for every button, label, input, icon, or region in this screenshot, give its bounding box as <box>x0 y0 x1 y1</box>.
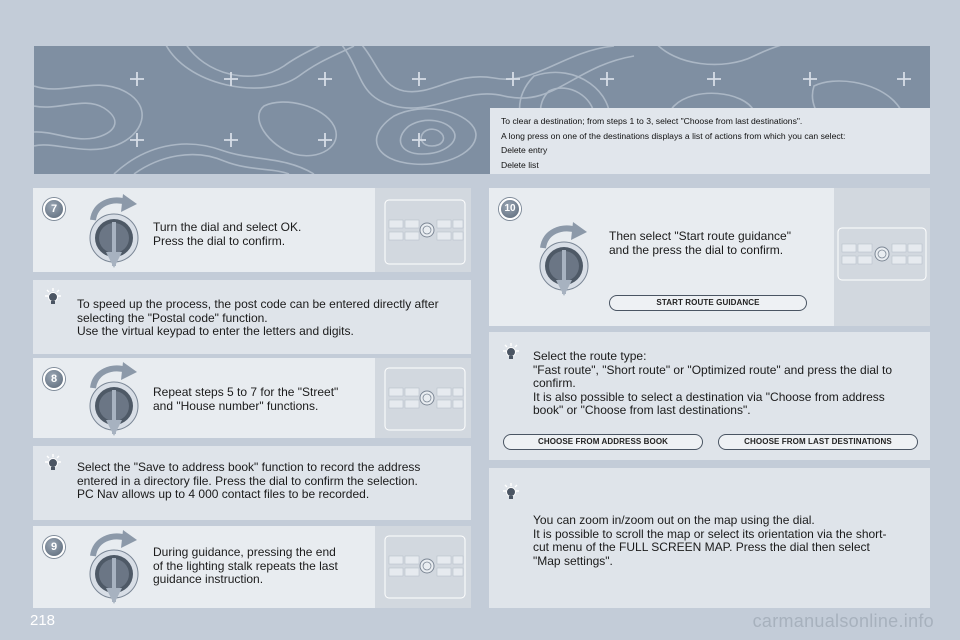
tip-line: "Fast route", "Short route" or "Optimized route" and press the dial to <box>533 362 893 377</box>
radio-control-panel-graphic <box>375 358 471 438</box>
tip-lightbulb-icon <box>43 287 63 307</box>
step-text <box>609 230 791 257</box>
radio-control-panel-graphic <box>375 526 471 608</box>
tip-lightbulb-icon <box>43 453 63 473</box>
tip-map-zoom-panel <box>489 468 930 608</box>
tip-lightbulb-icon <box>501 482 521 502</box>
radio-control-panel-graphic <box>375 188 471 272</box>
step-line: Then select "Start route guidance" <box>609 229 791 243</box>
dial-press-icon <box>79 192 149 272</box>
step-line: During guidance, pressing the end <box>153 545 336 559</box>
note-line: Delete list <box>501 159 539 170</box>
step-line: of the lighting stalk repeats the last <box>153 558 338 573</box>
dial-press-icon <box>79 528 149 608</box>
step-line: and "House number" functions. <box>153 398 319 413</box>
tip-text <box>533 514 887 568</box>
tip-text <box>77 461 420 502</box>
radio-control-panel-graphic <box>834 188 930 326</box>
step-number-badge: 9 <box>43 536 65 558</box>
tip-line: "Map settings". <box>533 553 613 568</box>
tip-postal-code-panel <box>33 280 471 354</box>
step-9-panel <box>33 526 471 608</box>
step-line: Press the dial to confirm. <box>153 233 286 248</box>
tip-line: entered in a directory file. Press the dial to confirm the selection. <box>77 473 418 488</box>
step-line: guidance instruction. <box>153 572 264 586</box>
choose-from-address-book-button[interactable]: CHOOSE FROM ADDRESS BOOK <box>503 434 703 450</box>
note-line: To clear a destination; from steps 1 to 3, select "Choose from last destinations". <box>501 116 803 126</box>
tip-line: confirm. <box>533 376 576 390</box>
tip-line: PC Nav allows up to 4 000 contact files to be recorded. <box>77 487 370 501</box>
step-text <box>153 386 338 413</box>
tip-lightbulb-icon <box>501 342 521 362</box>
tip-line: book" or "Choose from last destinations". <box>533 403 751 417</box>
step-number-badge: 10 <box>499 198 521 220</box>
tip-line: To speed up the process, the post code can be entered directly after <box>77 297 439 311</box>
header-banner <box>34 46 930 174</box>
watermark: carmanualsonline.info <box>752 611 934 631</box>
clear-destination-note <box>490 108 930 174</box>
choose-from-last-destinations-button[interactable]: CHOOSE FROM LAST DESTINATIONS <box>718 434 918 450</box>
note-line: Delete entry <box>501 145 548 156</box>
tip-route-type-panel <box>489 332 930 460</box>
tip-text <box>77 298 439 339</box>
tip-address-book-panel <box>33 446 471 520</box>
step-8-panel <box>33 358 471 438</box>
tip-line: It is also possible to select a destination via "Choose from address <box>533 389 885 404</box>
dial-press-icon <box>79 360 149 440</box>
tip-line: It is possible to scroll the map or select its orientation via the short- <box>533 526 887 541</box>
step-7-panel <box>33 188 471 272</box>
dial-press-icon <box>529 220 599 300</box>
step-text <box>153 221 301 248</box>
step-line: Repeat steps 5 to 7 for the "Street" <box>153 385 339 399</box>
note-line: A long press on one of the destinations displays a list of actions from which you can select: <box>501 130 846 141</box>
step-number-badge: 7 <box>43 198 65 220</box>
step-number-badge: 8 <box>43 368 65 390</box>
step-line: and the press the dial to confirm. <box>609 242 784 257</box>
start-route-guidance-button[interactable]: START ROUTE GUIDANCE <box>609 295 807 311</box>
tip-line: You can zoom in/zoom out on the map using the dial. <box>533 513 815 527</box>
step-text <box>153 546 338 587</box>
step-10-panel <box>489 188 930 326</box>
tip-text <box>533 350 892 418</box>
step-line: Turn the dial and select OK. <box>153 220 302 234</box>
tip-line: Use the virtual keypad to enter the letters and digits. <box>77 324 354 338</box>
tip-line: Select the route type: <box>533 349 647 363</box>
tip-line: selecting the "Postal code" function. <box>77 310 268 325</box>
tip-line: cut menu of the FULL SCREEN MAP. Press the dial then select <box>533 540 870 554</box>
tip-line: Select the "Save to address book" function to record the address <box>77 460 421 474</box>
page-number: 218 <box>30 612 56 629</box>
